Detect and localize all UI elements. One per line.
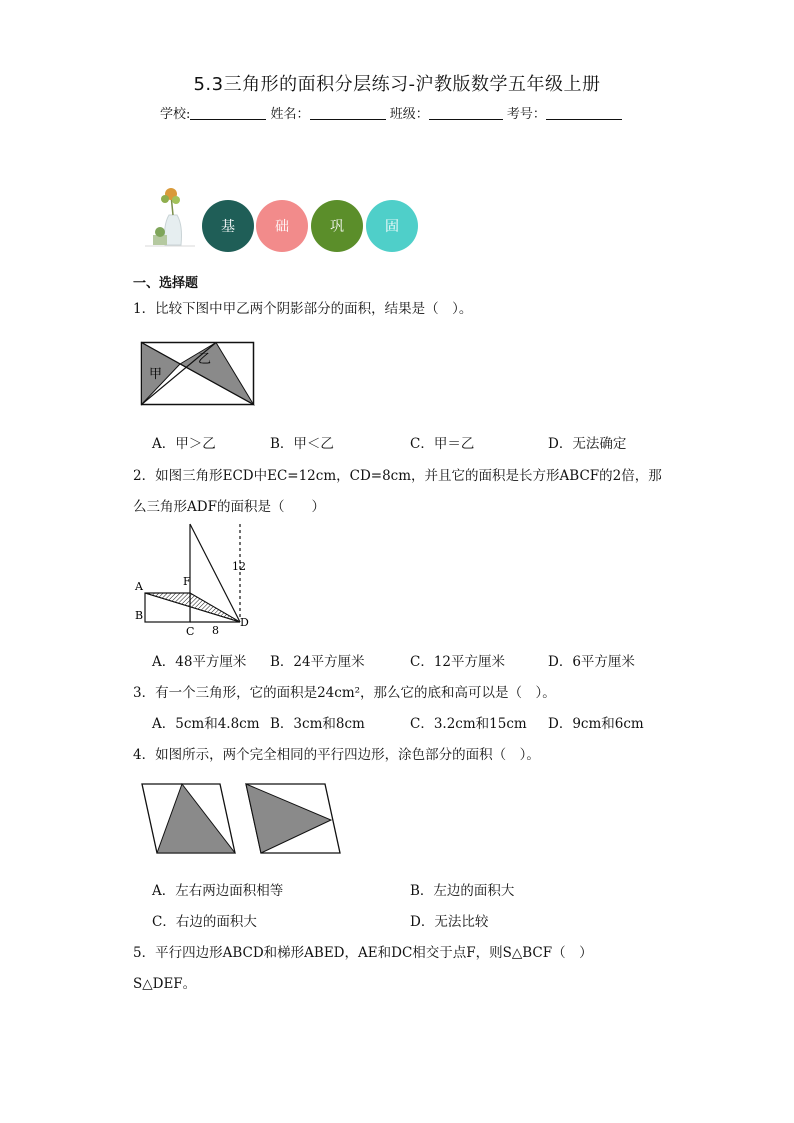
question-3-option-b[interactable]: B．3cm和8cm xyxy=(270,716,365,732)
question-2-option-a[interactable]: A．48平方厘米 xyxy=(152,654,247,670)
name-blank xyxy=(310,106,386,120)
exam-no-blank xyxy=(546,106,622,120)
question-2-option-d[interactable]: D．6平方厘米 xyxy=(548,654,635,670)
figure-label-b: B xyxy=(135,609,144,622)
page-title: 5.3三角形的面积分层练习-沪教版数学五年级上册 xyxy=(193,74,601,95)
banner-circle-4 xyxy=(366,200,418,252)
figure-label-f: F xyxy=(183,575,191,588)
name-label: 姓名： xyxy=(270,107,310,122)
question-4-text: 4．如图所示，两个完全相同的平行四边形，涂色部分的面积（ ）。 xyxy=(133,747,540,763)
question-2-option-b[interactable]: B．24平方厘米 xyxy=(270,654,365,670)
question-1-option-d[interactable]: D．无法确定 xyxy=(548,436,627,452)
banner-circle-1 xyxy=(202,200,254,252)
figure-label-12: 12 xyxy=(232,560,246,573)
banner-circle-2 xyxy=(256,200,308,252)
question-4-option-a[interactable]: A．左右两边面积相等 xyxy=(152,883,284,899)
question-5-text-line2: S△DEF。 xyxy=(133,976,197,992)
question-4-option-c[interactable]: C．右边的面积大 xyxy=(152,914,257,930)
question-1-option-b[interactable]: B．甲＜乙 xyxy=(270,436,334,452)
plant-vase-icon xyxy=(145,185,200,255)
banner-char-3: 巩 xyxy=(330,219,344,235)
question-4-figure xyxy=(140,782,345,856)
question-3-option-a[interactable]: A．5cm和4.8cm xyxy=(152,716,260,732)
class-label: 班级： xyxy=(389,107,429,122)
figure-label-yi: 乙 xyxy=(198,352,212,367)
question-3-text: 3．有一个三角形，它的面积是24cm²，那么它的底和高可以是（ ）。 xyxy=(133,685,556,701)
question-1-figure xyxy=(140,340,256,408)
section-title: 一、选择题 xyxy=(133,276,199,291)
question-3-option-d[interactable]: D．9cm和6cm xyxy=(548,716,644,732)
question-1-option-a[interactable]: A．甲＞乙 xyxy=(152,436,216,452)
question-2-text-line2: 么三角形ADF的面积是（ ） xyxy=(133,499,325,515)
banner-circle-3 xyxy=(311,200,363,252)
question-2-option-c[interactable]: C．12平方厘米 xyxy=(410,654,506,670)
figure-label-c: C xyxy=(186,625,195,638)
question-1-option-c[interactable]: C．甲＝乙 xyxy=(410,436,475,452)
question-4-option-b[interactable]: B．左边的面积大 xyxy=(410,883,515,899)
question-2-text-line1: 2．如图三角形ECD中EC=12cm，CD=8cm，并且它的面积是长方形ABCF的2倍，那 xyxy=(133,468,662,484)
figure-label-a: A xyxy=(135,580,143,593)
banner-char-2: 础 xyxy=(275,219,289,235)
question-3-option-c[interactable]: C．3.2cm和15cm xyxy=(410,716,527,732)
class-blank xyxy=(429,106,503,120)
banner-char-4: 固 xyxy=(385,219,399,235)
banner-char-1: 基 xyxy=(221,219,235,235)
question-4-option-d[interactable]: D．无法比较 xyxy=(410,914,489,930)
figure-label-d: D xyxy=(240,616,249,629)
question-1-text: 1．比较下图中甲乙两个阴影部分的面积，结果是（ ）。 xyxy=(133,301,473,317)
student-info-line xyxy=(160,103,622,122)
school-blank xyxy=(190,106,266,120)
figure-label-8: 8 xyxy=(212,624,219,637)
exam-no-label: 考号： xyxy=(506,107,546,122)
question-2-figure xyxy=(132,522,252,640)
question-5-text-line1: 5．平行四边形ABCD和梯形ABED，AE和DC相交于点F，则S△BCF（ ） xyxy=(133,945,593,961)
school-label: 学校: xyxy=(160,107,191,122)
figure-label-jia: 甲 xyxy=(149,367,163,382)
